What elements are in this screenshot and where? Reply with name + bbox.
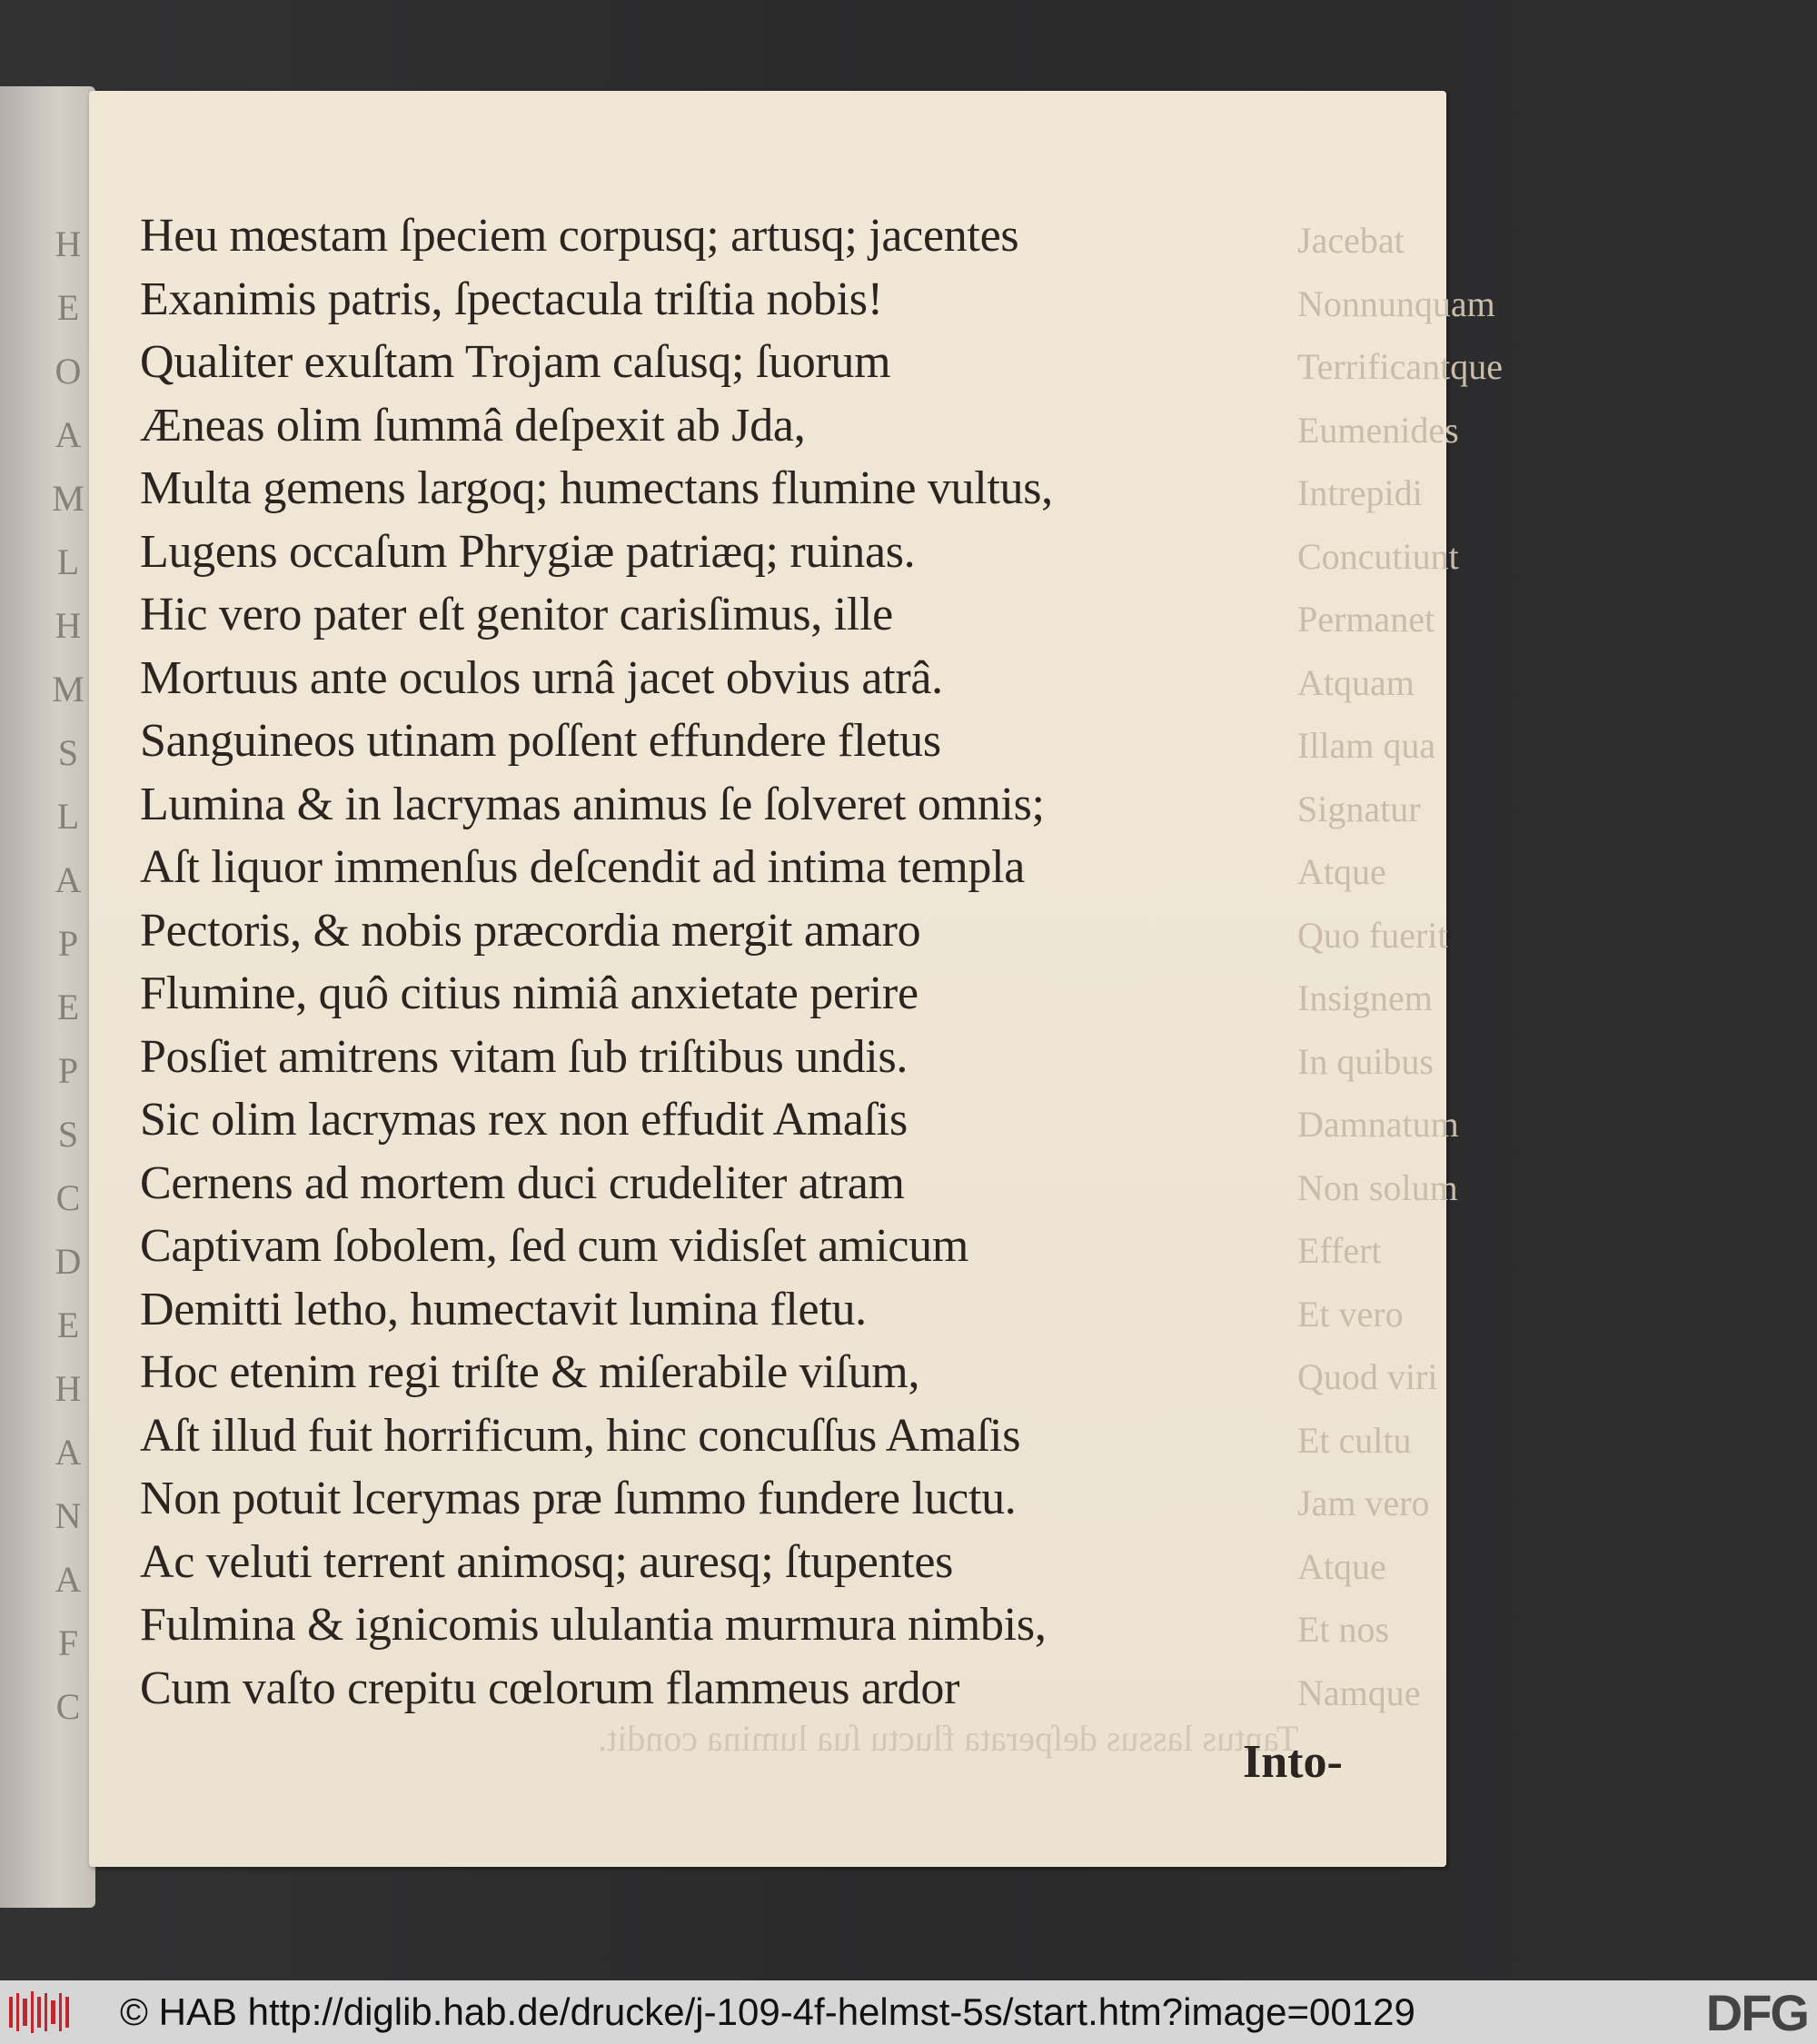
verse-line: Æneas olim ſummâ deſpexit ab Jda,	[140, 399, 806, 451]
verse-line: Aſt illud fuit horrificum, hinc concuſſus Amaſis	[140, 1409, 1021, 1462]
verse-line: Lumina & in lacrymas animus ſe ſolveret omnis;	[140, 778, 1045, 830]
verse-line: Captivam ſobolem, ſed cum vidisſet amicum	[140, 1220, 968, 1272]
verse-line: Sanguineos utinam poſſent effundere fletus	[140, 715, 941, 767]
verse-line: Heu mœstam ſpeciem corpusq; artusq; jacentes	[140, 210, 1019, 262]
verse-line: Demitti letho, humectavit lumina fletu.	[140, 1283, 867, 1335]
verse-line: Non potuit lcerymas præ ſummo fundere luctu.	[140, 1473, 1017, 1524]
verse-line: Lugens occaſum Phrygiæ patriæq; ruinas.	[140, 525, 916, 578]
verse-line: Multa gemens largoq; humectans flumine vultus,	[140, 462, 1053, 514]
latin-verse-text	[140, 204, 1285, 1720]
verse-line: Fulmina & ignicomis ululantia murmura nimbis,	[140, 1599, 1047, 1651]
verse-line: Cernens ad mortem duci crudeliter atram	[140, 1156, 905, 1209]
copyright-url-text: © HAB http://diglib.hab.de/drucke/j-109-4f-helmst-5s/start.htm?image=00129	[120, 1990, 1415, 2033]
verse-line: Hic vero pater eſt genitor carisſimus, ille	[140, 589, 893, 640]
verse-line: Cum vaſto crepitu cœlorum flammeus ardor	[140, 1662, 960, 1714]
verse-line: Mortuus ante oculos urnâ jacet obvius atrâ.	[140, 651, 943, 704]
verse-line: Flumine, quô citius nimiâ anxietate perire	[140, 967, 918, 1019]
verse-line: Posſiet amitrens vitam ſub triſtibus undis.	[140, 1030, 908, 1083]
reverse-side-bleed-through: Jacebat Nonnunquam Terrificantque Eumenides Intrepidi Concutiunt Permanet Atquam Illam qua Signatur Atque Quo fuerit Insignem In quibus Damnatum Non solum Effert Et vero Quod viri Et cultu Jam vero Atque Et nos Namque	[1297, 220, 1503, 1713]
mirrored-bleed-line: Tantus lassus deſperata fluctu ſua lumina condit.	[598, 1718, 1299, 1759]
verse-line: Qualiter exuſtam Trojam caſusq; ſuorum	[140, 336, 891, 388]
verse-line: Ac veluti terrent animosq; auresq; ſtupentes	[140, 1535, 954, 1588]
footer-bar	[0, 1980, 1817, 2044]
book-page	[89, 91, 1503, 1867]
dfg-logo: DFG	[1705, 1983, 1808, 2041]
verse-line: Exanimis patris, ſpectacula triſtia nobis!	[140, 273, 883, 325]
verse-line: Hoc etenim regi triſte & miſerabile viſum,	[140, 1346, 920, 1398]
previous-page-edge: H E O A M L H M S L A P E P S C D E H A N A F C	[0, 86, 95, 1908]
catchword: Into-	[1243, 1736, 1343, 1788]
verse-line: Sic olim lacrymas rex non effudit Amaſis	[140, 1094, 908, 1146]
verse-line: Aſt liquor immenſus deſcendit ad intima templa	[140, 841, 1025, 893]
barcode-logo-icon	[0, 1980, 82, 2044]
verse-line: Pectoris, & nobis præcordia mergit amaro	[140, 904, 921, 957]
